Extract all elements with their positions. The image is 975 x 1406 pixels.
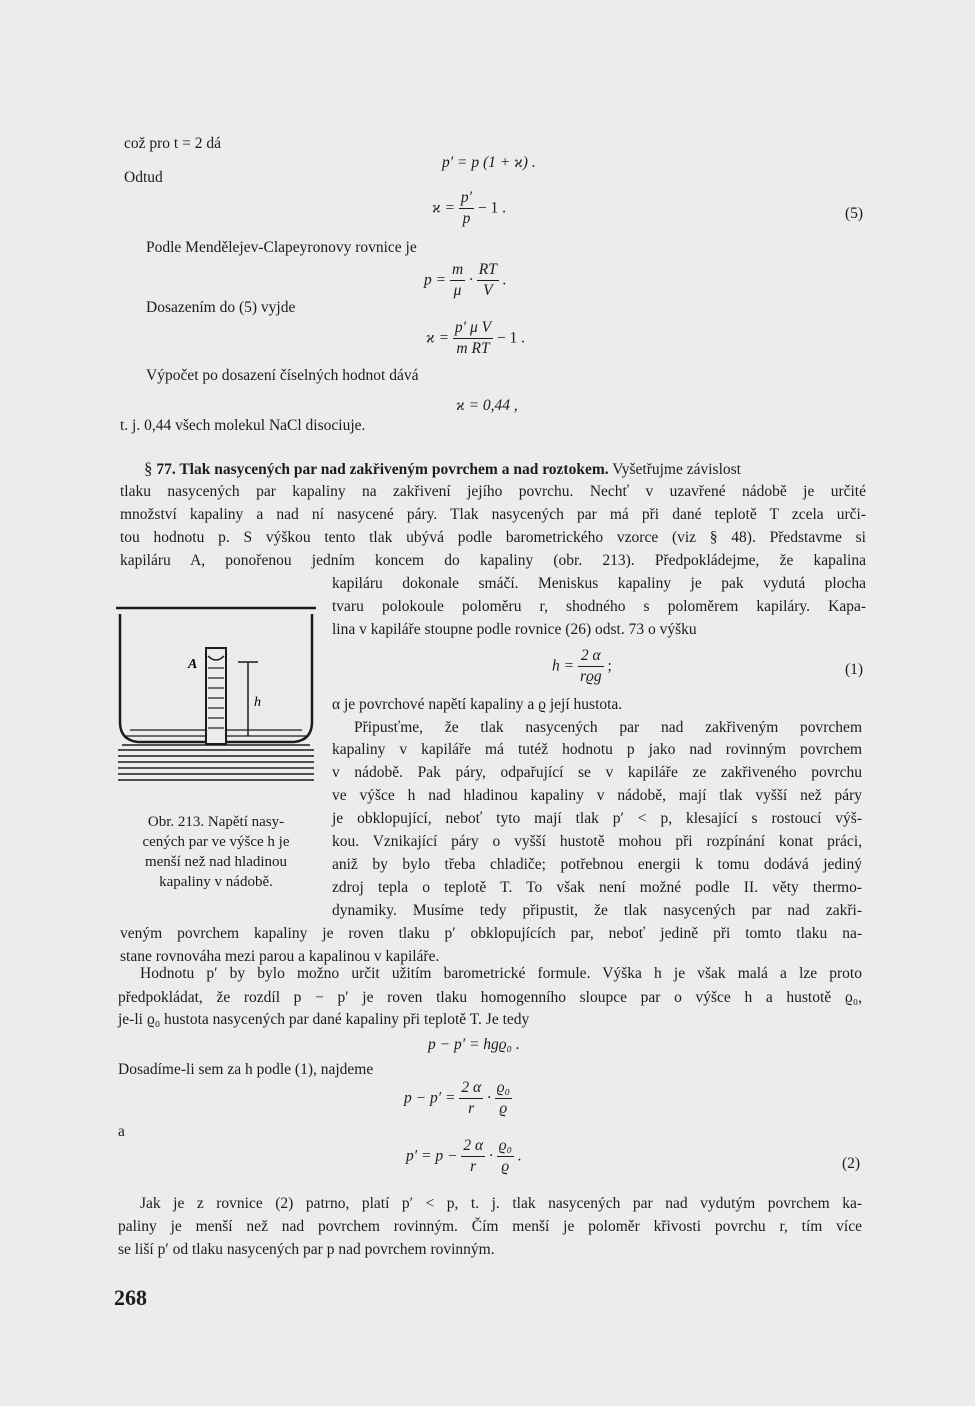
equation-number: (1) bbox=[845, 661, 864, 678]
equation: ϰ = $\frac{p'}{p}$ − 1 . bbox=[432, 189, 507, 227]
equation-number: (5) bbox=[845, 205, 864, 222]
label-A: A bbox=[188, 657, 198, 672]
label-h: h bbox=[254, 695, 261, 710]
text-line: stane rovnováha mezi parou a kapalinou v kapiláře. bbox=[120, 948, 440, 965]
equation: h = $\frac{2 \alpha}{\text{rϱg}}$ ; bbox=[552, 647, 612, 685]
page-number: 268 bbox=[114, 1285, 147, 1310]
text-line: t. j. 0,44 všech molekul NaCl disociuje. bbox=[120, 417, 366, 434]
text-line: aniž by bylo třeba chladiče; potřebnou energii k tomu dodává jediný bbox=[332, 856, 862, 873]
text-line: je obklopující, neboť tyto mají tlak p′ < p, klesající s rostoucí výš- bbox=[332, 810, 862, 827]
equation: p − p′ = hgϱ₀ . bbox=[428, 1036, 520, 1053]
equation-number: (2) bbox=[842, 1155, 861, 1172]
text-line: tlaku nasycených par kapaliny na zakřivení jejího povrchu. Nechť v uzavřené nádobě je určité bbox=[120, 483, 866, 500]
text-line: a bbox=[118, 1123, 125, 1140]
section-heading-line bbox=[144, 460, 866, 478]
text-line: paliny je menší než nad povrchem rovinným. Čím menší je poloměr křivosti povrchu r, tím více bbox=[118, 1218, 862, 1235]
text-line: lina v kapiláře stoupne podle rovnice (26) odst. 73 o výšku bbox=[332, 621, 697, 638]
text-line: předpokládat, že rozdíl p − p′ je roven tlaku homogenního sloupce par o výšce h a hustotě ϱ₀, bbox=[118, 989, 862, 1006]
section-heading: 77. Tlak nasycených par nad zakřiveným povrchem a nad roztokem. bbox=[156, 461, 609, 478]
text-line: tou hodnotu p. S výškou tento tlak ubývá podle barometrického vzorce (viz § 48). Představme si bbox=[120, 529, 866, 546]
equation: p′ = p (1 + ϰ) . bbox=[442, 154, 536, 171]
text-line: dynamiky. Musíme tedy připustit, že tlak nasycených par nad zakři- bbox=[332, 902, 862, 919]
equation: ϰ = $\frac{\text{p′ μ V}}{\text{m RT}}$ − 1 . bbox=[426, 319, 526, 357]
equation: p′ = p − $\frac{2 \alpha}{r}$ · $\frac{\text{ϱ₀}}{ϱ}$ . bbox=[406, 1137, 522, 1175]
text-line: je-li ϱ₀ hustota nasycených par dané kapaliny při teplotě T. Je tedy bbox=[118, 1011, 530, 1028]
text-line: veným povrchem kapaliny je roven tlaku p′ obklopujících par, neboť jedině při tomto tlaku na- bbox=[120, 925, 862, 942]
text-line: kapiláru dokonale smáčí. Meniskus kapaliny je pak vydutá plocha bbox=[332, 575, 866, 592]
text-line: množství kapaliny a nad ní nasycené páry. Tlak nasycených par má při dané teplotě T zcela urči- bbox=[120, 506, 866, 523]
text-line: tvaru polokoule poloměru r, shodného s poloměrem kapiláry. Kapa- bbox=[332, 598, 866, 615]
section-sign: § bbox=[144, 459, 153, 478]
text-line: Dosadíme-li sem za h podle (1), najdeme bbox=[118, 1061, 374, 1078]
text-line: Výpočet po dosazení číselných hodnot dává bbox=[146, 367, 419, 384]
text-line: ve výšce h nad hladinou kapaliny v nádobě, mají tlak vyšší než páry bbox=[332, 787, 862, 804]
text-line: kou. Vznikající páry o vyšší hustotě mohou při rozpínání konat práci, bbox=[332, 833, 862, 850]
text-line: Odtud bbox=[124, 169, 163, 186]
text-line: zdroj tepla o teplotě T. To však není možné podle II. věty thermo- bbox=[332, 879, 862, 896]
figure-caption: Obr. 213. Napětí nasy- cených par ve výšce h je menší než nad hladinou kapaliny v nádobě. bbox=[142, 814, 290, 890]
text-line: kapaliny v kapiláře má tutéž hodnotu p jako nad rovinným povrchem bbox=[332, 741, 862, 758]
text-line: Jak je z rovnice (2) patrno, platí p′ < p, t. j. tlak nasycených par nad vydutým povrchem ka- bbox=[140, 1195, 862, 1212]
equation: p = $\frac{m}{\mu}$ · $\frac{RT}{V}$ . bbox=[424, 261, 507, 299]
text-line: kapiláru A, ponořenou jedním koncem do kapaliny (obr. 213). Předpokládejme, že kapalina bbox=[120, 552, 866, 569]
text-line: Připusťme, že tlak nasycených par nad zakřiveným povrchem bbox=[354, 719, 862, 736]
text-line: v nádobě. Pak páry, odpařující se v kapiláře ze zakřiveného povrchu bbox=[332, 764, 862, 781]
text-line: α je povrchové napětí kapaliny a ϱ její hustota. bbox=[332, 696, 623, 713]
text-line: se liší p′ od tlaku nasycených par p nad povrchem rovinným. bbox=[118, 1241, 495, 1258]
text-span: Vyšetřujme závislost bbox=[612, 461, 741, 478]
text-line: Dosazením do (5) vyjde bbox=[146, 299, 296, 316]
figure-capillary bbox=[116, 602, 316, 787]
equation: p − p′ = $\frac{2 \alpha}{r}$ · $\frac{\text{ϱ₀}}{ϱ}$ bbox=[404, 1079, 510, 1117]
capillary-tube bbox=[206, 648, 226, 744]
text-line: Podle Mendělejev-Clapeyronovy rovnice je bbox=[146, 239, 417, 256]
text-line: Hodnotu p′ by bylo možno určit užitím barometrické formule. Výška h je však malá a lze proto bbox=[140, 965, 862, 982]
text-line: což pro t = 2 dá bbox=[124, 135, 221, 152]
equation: ϰ = 0,44 , bbox=[456, 397, 518, 414]
